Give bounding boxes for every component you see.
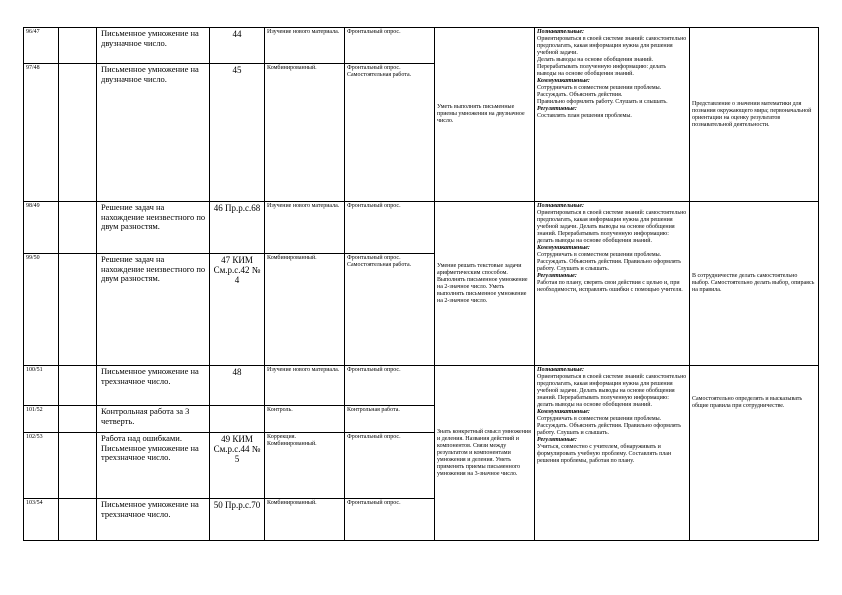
- uud-heading: Коммуникативные:: [537, 245, 590, 251]
- uud-text: Ориентироваться в своей системе знаний: самостоятельно предполагать, какая информация нужна для решения учебной задачи. Делать выводы на основе обобщения знаний. Перерабатывать полученную информацию: делать выводы на основе обобщения знаний.: [537, 374, 687, 408]
- uud-text: Ориентироваться в своей системе знаний: самостоятельно предполагать, какая информация нужна для решения учебной задачи.: [537, 36, 687, 56]
- lesson-type: Комбинированный.: [265, 254, 345, 366]
- uud-text: Работая по плану, сверять свои действия с целью и, при необходимости, исправлять ошибки с помощью учителя.: [537, 280, 683, 293]
- uud-heading: Регулятивные:: [537, 437, 577, 443]
- empty-cell: [59, 433, 97, 499]
- uud-heading: Регулятивные:: [537, 273, 577, 279]
- uud-text: Делать выводы на основе обобщения знаний.: [537, 57, 654, 63]
- lesson-control: Фронтальный опрос.: [345, 499, 435, 541]
- lesson-number: 97/48: [24, 64, 59, 202]
- lesson-hours: 50 Пр.р.с.70: [210, 499, 265, 541]
- uud-heading: Познавательные:: [537, 29, 584, 35]
- uud-cell: [535, 202, 690, 366]
- uud-heading: Регулятивные:: [537, 106, 577, 112]
- lesson-type: Изучение нового материала.: [265, 28, 345, 64]
- lesson-topic: Контрольная работа за 3 четверть.: [97, 406, 210, 433]
- lesson-hours: 46 Пр.р.с.68: [210, 202, 265, 254]
- lesson-topic: Решение задач на нахождение неизвестного по двум разностям.: [97, 202, 210, 254]
- lesson-control: Фронтальный опрос.: [345, 366, 435, 406]
- lesson-hours: 44: [210, 28, 265, 64]
- uud-cell: [535, 366, 690, 541]
- lesson-plan-table: [23, 27, 819, 541]
- personal-results: В сотрудничестве делать самостоятельно выбор. Самостоятельно делать выбор, опираясь на правила.: [690, 202, 819, 366]
- lesson-control: Фронтальный опрос. Самостоятельная работа.: [345, 64, 435, 202]
- lesson-type: Изучение нового материала.: [265, 366, 345, 406]
- expected-results: Знать конкретный смысл умножения и деления. Названия действий и компонентов. Связи между результатом и компонентами умножения и деления. Уметь применять приемы письменного умножения на 3-значное число.: [435, 366, 535, 541]
- uud-text: Перерабатывать полученную информацию: делать выводы на основе обобщения знаний.: [537, 64, 667, 77]
- uud-text: Сотрудничать в совместном решении проблемы. Рассуждать. Объяснять действия. Правильно оформлять работу. Слушать и слышать.: [537, 252, 682, 272]
- lesson-topic: Письменное умножение на трехзначное число.: [97, 499, 210, 541]
- empty-cell: [59, 406, 97, 433]
- table-row: [24, 202, 819, 254]
- uud-heading: Познавательные:: [537, 203, 584, 209]
- lesson-control: Фронтальный опрос.: [345, 202, 435, 254]
- empty-cell: [59, 499, 97, 541]
- empty-cell: [59, 254, 97, 366]
- uud-cell: [535, 28, 690, 202]
- lesson-control: Фронтальный опрос.: [345, 433, 435, 499]
- lesson-hours: 49 КИМ См.р.с.44 № 5: [210, 433, 265, 499]
- lesson-type: Комбинированный.: [265, 64, 345, 202]
- uud-text: Учиться, совместно с учителем, обнаруживать и формулировать учебную проблему. Составлять план решения проблемы, работая по плану.: [537, 444, 672, 464]
- uud-heading: Коммуникативные:: [537, 78, 590, 84]
- lesson-control: Фронтальный опрос. Самостоятельная работа.: [345, 254, 435, 366]
- uud-text: Сотрудничать в совместном решении проблемы. Рассуждать. Объяснять действия. Правильно оформлять работу. Слушать и слышать.: [537, 416, 682, 436]
- lesson-control: Фронтальный опрос.: [345, 28, 435, 64]
- uud-text: Сотрудничать в совместном решении проблемы. Рассуждать. Объяснять действия.: [537, 85, 662, 98]
- uud-text: Составлять план решения проблемы.: [537, 113, 632, 119]
- lesson-hours: 45: [210, 64, 265, 202]
- lesson-topic: Работа над ошибками. Письменное умножение на трехзначное число.: [97, 433, 210, 499]
- empty-cell: [59, 202, 97, 254]
- lesson-number: 96/47: [24, 28, 59, 64]
- expected-results: Умение решать текстовые задачи арифметическим способом. Выполнять письменное умножение на 2-значное число. Уметь выполнять письменное умножение на 2-значное число.: [435, 202, 535, 366]
- empty-cell: [59, 64, 97, 202]
- uud-text: Правильно оформлять работу. Слушать и слышать.: [537, 99, 668, 105]
- expected-results: Уметь выполнять письменные приемы умножения на двузначное число.: [435, 28, 535, 202]
- lesson-number: 103/54: [24, 499, 59, 541]
- lesson-hours: 48: [210, 366, 265, 406]
- lesson-type: Комбинированный.: [265, 499, 345, 541]
- lesson-number: 102/53: [24, 433, 59, 499]
- personal-results: Представление о значении математики для познания окружающего мира; первоначальной ориентации на оценку результатов познавательной деятельности.: [690, 28, 819, 202]
- lesson-number: 99/50: [24, 254, 59, 366]
- empty-cell: [59, 28, 97, 64]
- table-row: [24, 28, 819, 64]
- lesson-hours: [210, 406, 265, 433]
- lesson-topic: Письменное умножение на трехзначное число.: [97, 366, 210, 406]
- lesson-number: 101/52: [24, 406, 59, 433]
- lesson-type: Изучение нового материала.: [265, 202, 345, 254]
- lesson-topic: Письменное умножение на двузначное число.: [97, 28, 210, 64]
- lesson-type: Коррекция. Комбинированный.: [265, 433, 345, 499]
- personal-results: Самостоятельно определять и высказывать общие правила при сотрудничестве.: [690, 366, 819, 541]
- table-row: [24, 366, 819, 406]
- lesson-number: 100/51: [24, 366, 59, 406]
- empty-cell: [59, 366, 97, 406]
- uud-heading: Познавательные:: [537, 367, 584, 373]
- lesson-number: 98/49: [24, 202, 59, 254]
- uud-text: Ориентироваться в своей системе знаний: самостоятельно предполагать, какая информация нужна для решения учебной задачи. Делать выводы на основе обобщения знаний. Перерабатывать полученную информацию: делать выводы на основе обобщения знаний.: [537, 210, 687, 244]
- lesson-topic: Решение задач на нахождение неизвестного по двум разностям.: [97, 254, 210, 366]
- lesson-type: Контроль.: [265, 406, 345, 433]
- lesson-control: Контрольная работа.: [345, 406, 435, 433]
- lesson-topic: Письменное умножение на двузначное число.: [97, 64, 210, 202]
- lesson-hours: 47 КИМ См.р.с.42 № 4: [210, 254, 265, 366]
- uud-heading: Коммуникативные:: [537, 409, 590, 415]
